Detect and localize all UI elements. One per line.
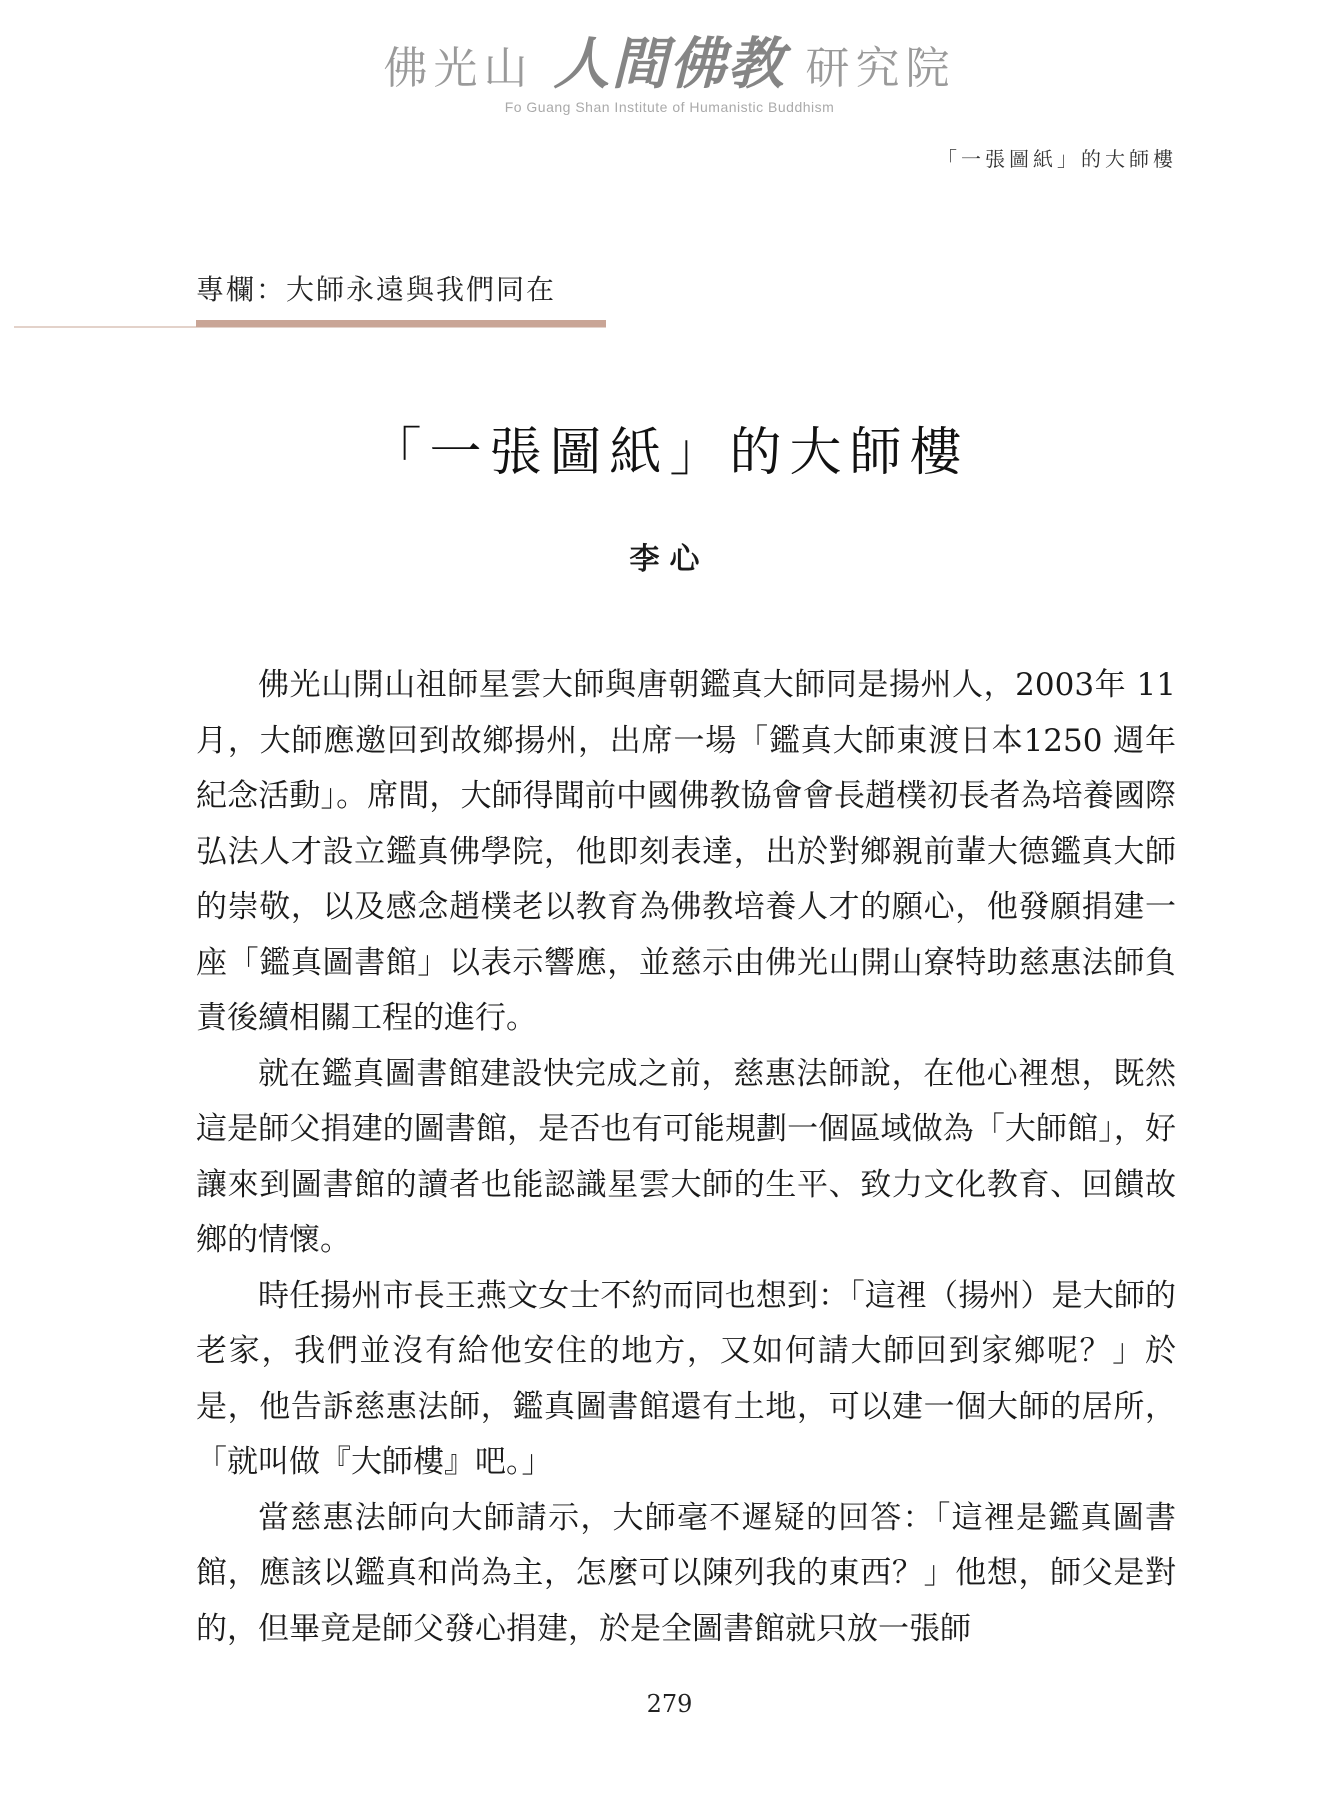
paragraph: 時任揚州市長王燕文女士不約而同也想到：「這裡（揚州）是大師的老家，我們並沒有給他安住的地方，又如何請大師回到家鄉呢？」於是，他告訴慈惠法師，鑑真圖書館還有土地，可以建一個大師的居所，「就叫做『大師樓』吧。」 xyxy=(196,1277,1176,1480)
institute-logo xyxy=(0,31,1339,115)
logo-center-text: 人間佛教 xyxy=(553,31,786,97)
logo-english-name: Fo Guang Shan Institute of Humanistic Buddhism xyxy=(504,99,835,115)
logo-left-text: 佛光山 xyxy=(383,43,534,94)
paragraph: 就在鑑真圖書館建設快完成之前，慈惠法師說，在他心裡想，既然這是師父捐建的圖書館，是否也有可能規劃一個區域做為「大師館」，好讓來到圖書館的讀者也能認識星雲大師的生平、致力文化教育、回饋故鄉的情懷。 xyxy=(196,1055,1176,1258)
article-body xyxy=(196,658,1176,1657)
article-title: 「一張圖紙」的大師樓 xyxy=(369,423,970,483)
logo-right-text: 研究院 xyxy=(805,43,956,94)
column-divider-thick xyxy=(196,320,606,327)
paragraph: 佛光山開山祖師星雲大師與唐朝鑑真大師同是揚州人，2003年 11 月，大師應邀回到故鄉揚州，出席一場「鑑真大師東渡日本1250 週年紀念活動」。席間，大師得聞前中國佛教協會會長趙樸初長者為培養國際弘法人才設立鑑真佛學院，他即刻表達，出於對鄉親前輩大德鑑真大師的崇敬，以及感念趙樸老以教育為佛教培養人才的願心，他發願捐建一座「鑑真圖書館」以表示響應，並慈示由佛光山開山寮特助慈惠法師負責後續相關工程的進行。 xyxy=(196,667,1176,1036)
article-author: 李心 xyxy=(629,542,710,577)
logo-wordmark xyxy=(0,31,1339,97)
running-header: 「一張圖紙」的大師樓 xyxy=(937,147,1177,171)
column-label: 專欄：大師永遠與我們同在 xyxy=(196,273,557,306)
page-number: 279 xyxy=(646,1690,693,1718)
paragraph: 當慈惠法師向大師請示，大師毫不遲疑的回答：「這裡是鑑真圖書館，應該以鑑真和尚為主，怎麼可以陳列我的東西？」他想，師父是對的，但畢竟是師父發心捐建，於是全圖書館就只放一張師 xyxy=(196,1499,1176,1647)
